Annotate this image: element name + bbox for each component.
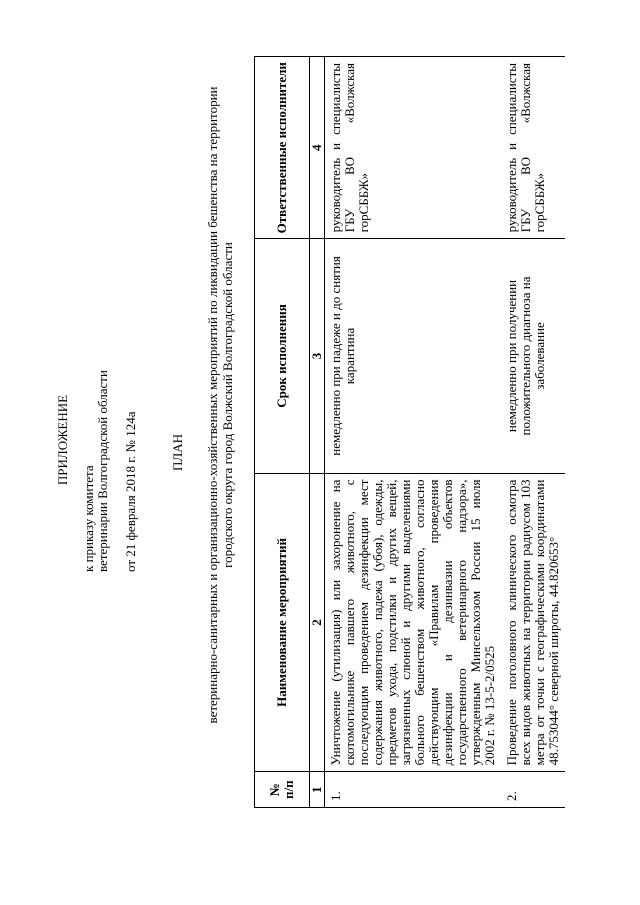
table-column-numbers-row — [310, 57, 325, 808]
appendix-block — [56, 290, 138, 590]
row-number: 2. — [501, 772, 565, 808]
appendix-order-line: к приказу комитета — [81, 465, 96, 572]
row-deadline: немедленно при получении положительного диагноза на заболевание — [501, 239, 565, 473]
column-number-4: 4 — [310, 57, 325, 239]
row-responsible: руководитель и специалисты ГБУ ВО «Волжская горСББЖ» — [501, 57, 565, 239]
appendix-date: от 21 февраля 2018 г. № 124а — [123, 411, 138, 572]
row-number: 1. — [325, 772, 502, 808]
plan-subtitle: ветеринарно-санитарных и организационно-хозяйственных мероприятий по ликвидации бешенства на территории городского округа город Волжский Волгоградской области — [205, 86, 235, 724]
header-responsible: Ответственные исполнители — [255, 57, 310, 239]
plan-title: ПЛАН — [170, 434, 185, 471]
appendix-committee-line: ветеринарии Волгоградской области — [95, 370, 110, 572]
column-number-3: 3 — [310, 239, 325, 473]
row-deadline: немедленно при падеже и до снятия карантина — [325, 239, 502, 473]
row-responsible: руководитель и специалисты ГБУ ВО «Волжская горСББЖ» — [325, 57, 502, 239]
table-header-row — [255, 57, 310, 808]
table-row — [501, 57, 565, 808]
table-row — [325, 57, 502, 808]
row-activity: Проведение поголовного клинического осмотра всех видов животных на территории радиусом 103 метра от точки с географическими координатами 48.753044° северной широты, 44.820653° — [501, 473, 565, 772]
column-number-1: 1 — [310, 772, 325, 808]
column-number-2: 2 — [310, 473, 325, 772]
appendix-title: ПРИЛОЖЕНИЕ — [55, 394, 70, 486]
plan-table — [254, 56, 565, 808]
header-activity: Наименование мероприятий — [255, 473, 310, 772]
header-number: № п/п — [255, 772, 310, 808]
row-activity: Уничтожение (утилизация) или захоронение на скотомогильнике павшего животного, с последующим проведением дезинфекции мест содержания животного, падежа (убоя), одежды, предметов ухода, подстилки и других вещей, загрязненных слюной и другими выделениями больного бешенством животного, согласно действующим «Правилам проведения дезинфекции и дезинвазии объектов государственного ветеринарного надзора», утвержденным Минсельхозом России 15 июля 2002 г. № 13-5-2/0525 — [325, 473, 502, 772]
header-deadline: Срок исполнения — [255, 239, 310, 473]
